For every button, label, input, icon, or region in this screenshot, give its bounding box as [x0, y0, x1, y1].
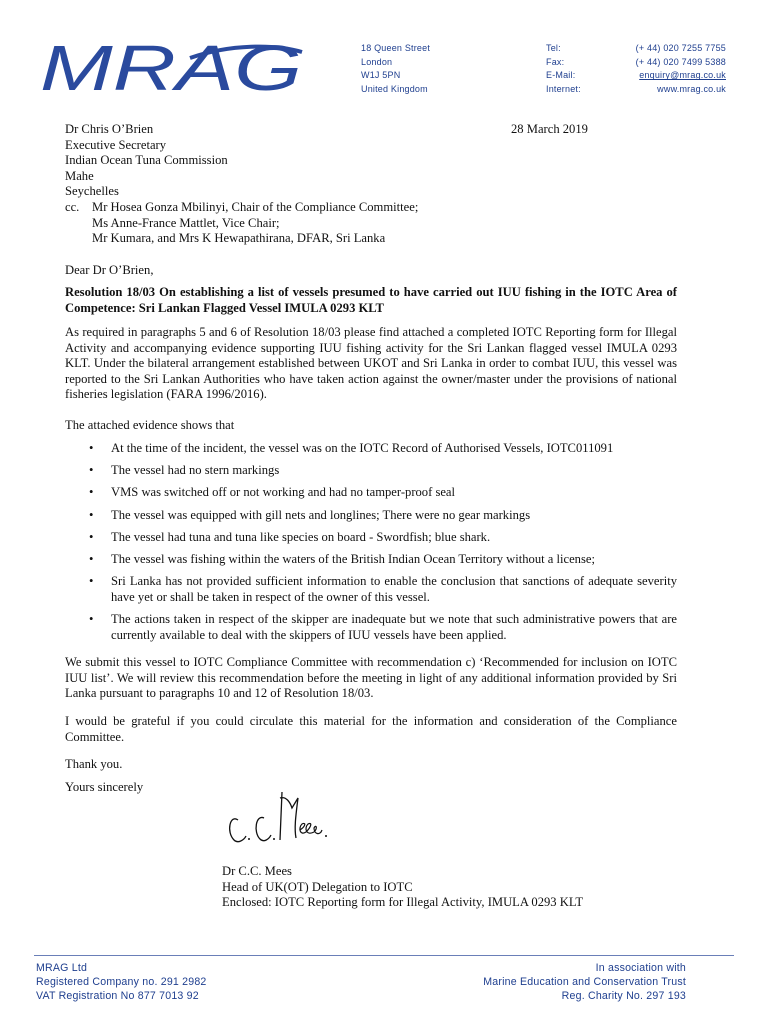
list-item-text: The actions taken in respect of the skipper are inadequate but we note that such administrative powers that are currently available to deal with the skippers of IUU vessels have been applied. — [111, 611, 677, 642]
email-link[interactable]: enquiry@mrag.co.uk — [639, 70, 726, 81]
company-address — [361, 42, 430, 97]
list-item-text: The vessel had tuna and tuna like species on board - Swordfish; blue shark. — [111, 529, 491, 544]
list-item — [85, 612, 677, 643]
list-item — [85, 485, 677, 501]
salutation: Dear Dr O’Brien, — [65, 263, 154, 277]
cc-label: cc. — [65, 200, 80, 214]
body-paragraph: I would be grateful if you could circulate this material for the information and consideration of the Compliance Committee. — [65, 714, 677, 744]
signer-title: Head of UK(OT) Delegation to IOTC — [222, 879, 413, 894]
signer-name: Dr C.C. Mees — [222, 864, 292, 878]
mrag-logo — [40, 38, 305, 96]
recipient-block — [65, 122, 228, 200]
website-link[interactable]: www.mrag.co.uk — [657, 84, 726, 95]
recipient-line: Mahe — [65, 168, 94, 183]
cc-line: Ms Anne-France Mattlet, Vice Chair; — [92, 215, 280, 230]
contact-tel — [546, 42, 726, 56]
bullet-icon: • — [89, 551, 94, 566]
letter-date: 28 March 2019 — [511, 122, 588, 136]
cc-line: Mr Kumara, and Mrs K Hewapathirana, DFAR, Sri Lanka — [92, 231, 386, 246]
address-line: 18 Queen Street — [361, 43, 431, 53]
enclosure-line: Enclosed: IOTC Reporting form for Illegal Activity, IMULA 0293 KLT — [222, 895, 584, 910]
contact-label: Tel: — [546, 43, 561, 53]
body-paragraph: We submit this vessel to IOTC Compliance Committee with recommendation c) ‘Recommended for inclusion on IOTC IUU list’. We will review this recommendation before the meeting in light of any additional information provided by Sri Lanka pursuant to paragraphs 10 and 12 of Resolution 18/03. — [65, 655, 677, 701]
footer-line: Reg. Charity No. 297 193 — [561, 990, 686, 1002]
thanks-line: Thank you. — [65, 757, 123, 771]
contact-internet — [546, 83, 726, 97]
footer-company-info — [36, 961, 207, 1003]
bullet-icon: • — [89, 574, 94, 589]
recipient-line: Dr Chris O’Brien — [65, 122, 154, 136]
recipient-line: Executive Secretary — [65, 137, 167, 152]
subject-line: Resolution 18/03 On establishing a list of vessels presumed to have carried out IUU fishing in the IOTC Area of Competence: Sri Lankan Flagged Vessel IMULA 0293 KLT — [65, 285, 677, 315]
contact-value: (+ 44) 020 7499 5388 — [635, 56, 726, 67]
list-item — [85, 552, 677, 568]
contact-email — [546, 69, 726, 83]
signer-block — [222, 864, 583, 911]
footer-line: In association with — [595, 962, 686, 974]
list-item-text: At the time of the incident, the vessel was on the IOTC Record of Authorised Vessels, IOTC011091 — [111, 441, 614, 455]
footer-divider — [34, 955, 734, 956]
footer-line: MRAG Ltd — [36, 962, 88, 974]
contact-value: (+ 44) 020 7255 7755 — [635, 43, 726, 53]
evidence-list — [85, 441, 677, 650]
recipient-line: Seychelles — [65, 184, 119, 199]
cc-block — [65, 200, 418, 247]
logo-wordmark: MRAG — [40, 38, 302, 96]
list-item-text: The vessel had no stern markings — [111, 463, 280, 478]
list-item — [85, 463, 677, 479]
cc-line: Mr Hosea Gonza Mbilinyi, Chair of the Compliance Committee; — [92, 200, 419, 214]
address-line: London — [361, 56, 393, 67]
recipient-line: Indian Ocean Tuna Commission — [65, 153, 228, 168]
list-item — [85, 574, 677, 605]
list-item — [85, 441, 677, 457]
contact-fax — [546, 56, 726, 70]
contact-label: Fax: — [546, 56, 565, 67]
footer-line: Registered Company no. 291 2982 — [36, 976, 207, 988]
footer-line: Marine Education and Conservation Trust — [483, 976, 686, 988]
list-item-text: VMS was switched off or not working and had no tamper-proof seal — [111, 485, 456, 500]
body-paragraph: As required in paragraphs 5 and 6 of Resolution 18/03 please find attached a completed IOTC Reporting form for Illegal Activity and accompanying evidence supporting IUU fishing activity for the Sri Lankan flagged vessel IMULA 0293 KLT. Under the bilateral arrangement established between UKOT and Sri Lanka in order to combat IUU, this vessel was reported to the Sri Lankan Authorities who have taken action against the owner/master under the provisions of national fisheries legislation (FARA 1996/2016). — [65, 325, 677, 402]
list-item — [85, 508, 677, 524]
bullet-icon: • — [89, 463, 94, 478]
footer-line: VAT Registration No 877 7013 92 — [36, 990, 199, 1002]
bullet-icon: • — [89, 611, 94, 626]
footer-association-info — [483, 961, 686, 1003]
cc-row — [65, 200, 418, 216]
company-contact — [546, 42, 726, 97]
bullet-icon: • — [89, 529, 94, 544]
bullet-icon: • — [89, 507, 94, 522]
bullet-icon: • — [89, 441, 94, 455]
handwritten-signature — [222, 788, 332, 848]
list-item-text: Sri Lanka has not provided sufficient information to enable the conclusion that sanctions of adequate severity have yet or shall be taken in respect of the owner of this vessel. — [111, 574, 677, 604]
contact-label: Internet: — [546, 84, 581, 95]
list-item-text: The vessel was equipped with gill nets and longlines; There were no gear markings — [111, 507, 531, 522]
contact-label: E-Mail: — [546, 70, 576, 81]
address-line: United Kingdom — [361, 84, 428, 95]
evidence-intro: The attached evidence shows that — [65, 418, 235, 432]
address-line: W1J 5PN — [361, 70, 401, 81]
list-item — [85, 530, 677, 546]
closing-line: Yours sincerely — [65, 780, 144, 794]
list-item-text: The vessel was fishing within the waters of the British Indian Ocean Territory without a license; — [111, 551, 595, 566]
bullet-icon: • — [89, 485, 94, 500]
